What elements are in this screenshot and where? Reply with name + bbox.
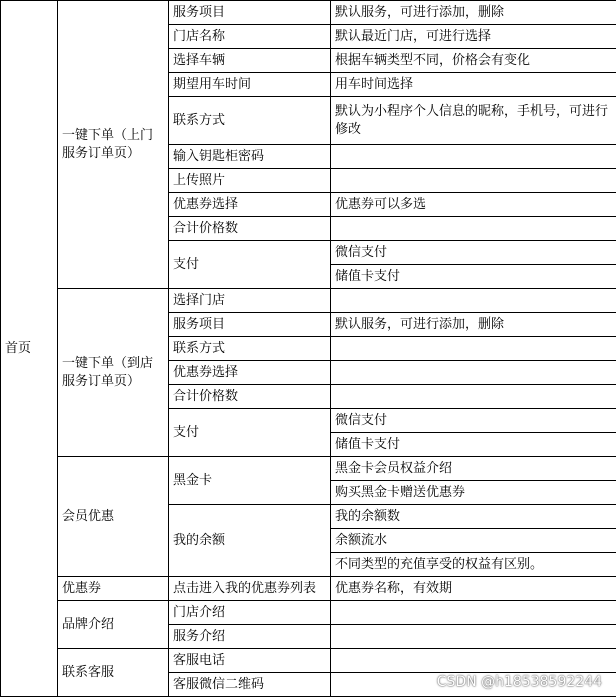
store-item-select-store: 选择门店 [169, 289, 331, 313]
store-item-coupon: 优惠券选择 [169, 361, 331, 385]
store-item-service: 服务项目 [169, 313, 331, 337]
door-item-contact: 联系方式 [169, 97, 331, 145]
member-desc-black-card-buy: 购买黑金卡赠送优惠券 [331, 481, 616, 505]
door-desc-contact: 默认为小程序个人信息的昵称，手机号，可进行修改 [331, 97, 616, 145]
member-desc-balance-flow: 余额流水 [331, 529, 616, 553]
store-item-contact: 联系方式 [169, 337, 331, 361]
service-desc-phone [331, 649, 616, 673]
door-pay-stored-card: 储值卡支付 [331, 265, 616, 289]
store-desc-contact [331, 337, 616, 361]
store-desc-service: 默认服务，可进行添加，删除 [331, 313, 616, 337]
door-item-time: 期望用车时间 [169, 73, 331, 97]
door-pay-wechat: 微信支付 [331, 241, 616, 265]
door-item-key-password: 输入钥匙柜密码 [169, 145, 331, 169]
brand-desc-service-intro [331, 625, 616, 649]
door-desc-time: 用车时间选择 [331, 73, 616, 97]
member-desc-balance-rights: 不同类型的充值享受的权益有区别。 [331, 553, 616, 577]
door-item-service: 服务项目 [169, 1, 331, 25]
module-door-order: 一键下单（上门服务订单页） [58, 1, 169, 289]
member-desc-balance-amount: 我的余额数 [331, 505, 616, 529]
watermark: CSDN @h18538592244 [436, 674, 602, 690]
door-item-pay: 支付 [169, 241, 331, 289]
door-item-store: 门店名称 [169, 25, 331, 49]
brand-desc-store-intro [331, 601, 616, 625]
door-desc-upload-photo [331, 169, 616, 193]
brand-item-service-intro: 服务介绍 [169, 625, 331, 649]
door-item-coupon: 优惠券选择 [169, 193, 331, 217]
module-store-order: 一键下单（到店服务订单页） [58, 289, 169, 457]
member-item-balance: 我的余额 [169, 505, 331, 577]
store-desc-select-store [331, 289, 616, 313]
store-pay-stored-card: 储值卡支付 [331, 433, 616, 457]
coupon-item-list: 点击进入我的优惠券列表 [169, 577, 331, 601]
door-item-total: 合计价格数 [169, 217, 331, 241]
store-item-pay: 支付 [169, 409, 331, 457]
door-item-vehicle: 选择车辆 [169, 49, 331, 73]
store-desc-coupon [331, 361, 616, 385]
service-item-wechat-qr: 客服微信二维码 [169, 673, 331, 697]
member-item-black-card: 黑金卡 [169, 457, 331, 505]
module-coupon: 优惠券 [58, 577, 169, 601]
door-desc-total [331, 217, 616, 241]
door-desc-vehicle: 根据车辆类型不同，价格会有变化 [331, 49, 616, 73]
store-pay-wechat: 微信支付 [331, 409, 616, 433]
door-item-upload-photo: 上传照片 [169, 169, 331, 193]
member-desc-black-card-intro: 黑金卡会员权益介绍 [331, 457, 616, 481]
module-brand: 品牌介绍 [58, 601, 169, 649]
door-desc-coupon: 优惠券可以多选 [331, 193, 616, 217]
door-desc-store: 默认最近门店，可进行选择 [331, 25, 616, 49]
store-desc-total [331, 385, 616, 409]
store-item-total: 合计价格数 [169, 385, 331, 409]
door-desc-key-password [331, 145, 616, 169]
module-customer-service: 联系客服 [58, 649, 169, 697]
door-desc-service: 默认服务，可进行添加，删除 [331, 1, 616, 25]
module-member: 会员优惠 [58, 457, 169, 577]
coupon-desc: 优惠券名称，有效期 [331, 577, 616, 601]
page-cell-home: 首页 [1, 1, 58, 697]
service-item-phone: 客服电话 [169, 649, 331, 673]
brand-item-store-intro: 门店介绍 [169, 601, 331, 625]
